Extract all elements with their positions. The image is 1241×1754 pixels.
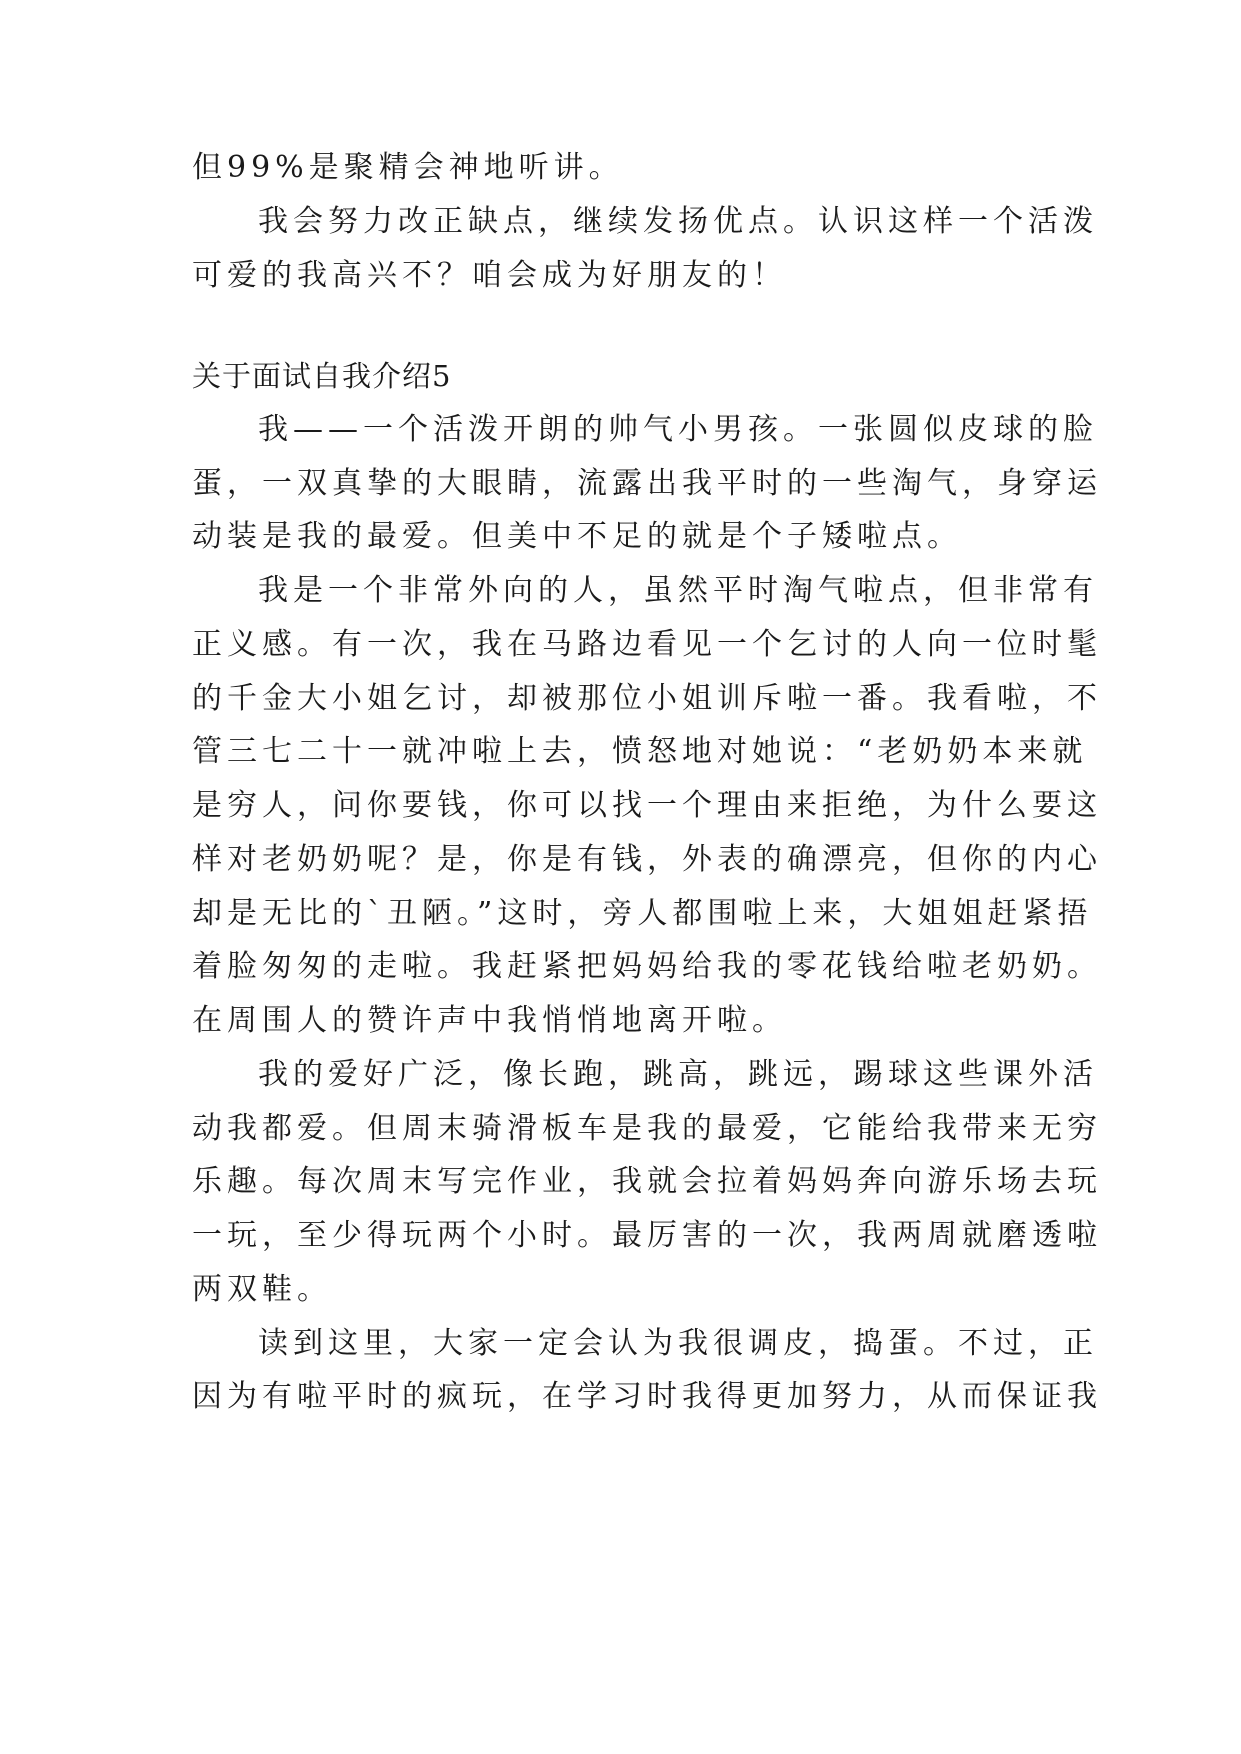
paragraph-line: 是穷人，问你要钱，你可以找一个理由来拒绝，为什么要这 bbox=[192, 788, 1102, 823]
paragraph-line: 我会努力改正缺点，继续发扬优点。认识这样一个活泼 bbox=[258, 204, 1098, 239]
paragraph-line: 蛋，一双真挚的大眼睛，流露出我平时的一些淘气，身穿运 bbox=[192, 466, 1102, 501]
paragraph-line: 管三七二十一就冲啦上去，愤怒地对她说：“老奶奶本来就 bbox=[192, 734, 1088, 769]
paragraph-line: 一玩，至少得玩两个小时。最厉害的一次，我两周就磨透啦 bbox=[192, 1218, 1102, 1253]
section-heading: 关于面试自我介绍5 bbox=[192, 359, 452, 393]
paragraph-line: 我——一个活泼开朗的帅气小男孩。一张圆似皮球的脸 bbox=[258, 412, 1098, 447]
paragraph-line: 我的爱好广泛，像长跑，跳高，跳远，踢球这些课外活 bbox=[258, 1057, 1098, 1092]
paragraph-line: 因为有啦平时的疯玩，在学习时我得更加努力，从而保证我 bbox=[192, 1379, 1102, 1414]
paragraph-line: 我是一个非常外向的人，虽然平时淘气啦点，但非常有 bbox=[258, 573, 1098, 608]
paragraph-line: 动装是我的最爱。但美中不足的就是个子矮啦点。 bbox=[192, 519, 962, 554]
paragraph-line: 在周围人的赞许声中我悄悄地离开啦。 bbox=[192, 1003, 787, 1038]
paragraph-line: 着脸匆匆的走啦。我赶紧把妈妈给我的零花钱给啦老奶奶。 bbox=[192, 949, 1102, 984]
paragraph-line: 却是无比的`丑陋。”这时，旁人都围啦上来，大姐姐赶紧捂 bbox=[192, 896, 1093, 931]
paragraph-line: 正义感。有一次，我在马路边看见一个乞讨的人向一位时髦 bbox=[192, 627, 1102, 662]
paragraph-line: 但99%是聚精会神地听讲。 bbox=[192, 150, 624, 185]
paragraph-line: 乐趣。每次周末写完作业，我就会拉着妈妈奔向游乐场去玩 bbox=[192, 1164, 1102, 1199]
paragraph-line: 动我都爱。但周末骑滑板车是我的最爱，它能给我带来无穷 bbox=[192, 1111, 1102, 1146]
paragraph-line: 读到这里，大家一定会认为我很调皮，捣蛋。不过，正 bbox=[258, 1326, 1098, 1361]
paragraph-line: 样对老奶奶呢？是，你是有钱，外表的确漂亮，但你的内心 bbox=[192, 842, 1102, 877]
paragraph-line: 的千金大小姐乞讨，却被那位小姐训斥啦一番。我看啦，不 bbox=[192, 681, 1102, 716]
paragraph-line: 可爱的我高兴不？咱会成为好朋友的！ bbox=[192, 258, 787, 293]
paragraph-line: 两双鞋。 bbox=[192, 1272, 332, 1307]
